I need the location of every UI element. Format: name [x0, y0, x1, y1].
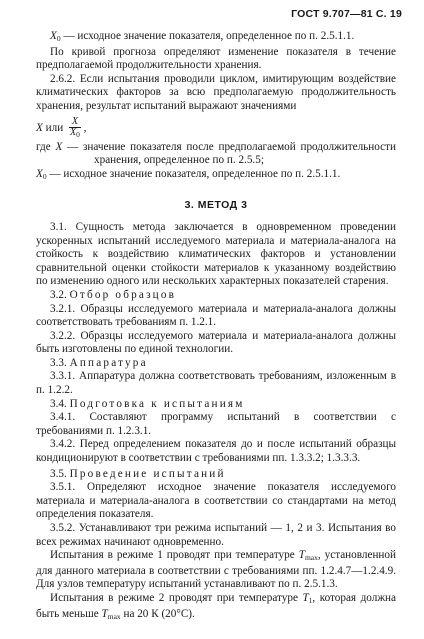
where2-sub: 0	[42, 171, 47, 181]
where-symbol: X	[55, 140, 63, 153]
symbol-x: X	[50, 30, 57, 42]
paragraph-3-2-2: 3.2.2. Образцы исследуемого материала и материала-аналога должны быть изготовлены по единой технологии.	[36, 329, 396, 356]
heading-3-4-title: Подготовка к испытаниям	[69, 397, 245, 410]
paragraph-3-2-1: 3.2.1. Образцы исследуемого материала и материала-аналога должны соответствовать требованиям п. 1.2.1.	[36, 302, 396, 329]
fraction-den-symbol: X	[70, 126, 77, 138]
where2-text: — исходное значение показателя, определенное по п. 2.5.1.1.	[46, 167, 341, 180]
paragraph-2-6-2: 2.6.2. Если испытания проводили циклом, имитирующим воздействие климатических факторов за всю предполагаемую продолжительность хранения, результат испытаний выражают значениями	[36, 72, 396, 112]
where-lead: где	[36, 140, 56, 153]
document-body	[36, 30, 396, 623]
fraction-denominator	[69, 128, 81, 140]
formula	[36, 117, 396, 140]
paragraph-3-4-1: 3.4.1. Составляют программу испытаний в соответствии с требованиями п. 1.2.3.1.	[36, 411, 396, 437]
mode2-symbol-1: T	[302, 591, 309, 604]
mode2-symbol-2: T	[101, 607, 108, 620]
paragraph-3-4-2: 3.4.2. Перед определением показателя до и после испытаний образцы кондиционируют в соответствии с требованиями пп. 1.3.3.2; 1.3.3.3.	[36, 438, 396, 465]
formula-or: или	[42, 121, 66, 134]
heading-3-4	[36, 398, 396, 412]
where-text: — значение показателя после предполагаемой продолжительности хранения, определенное по п. 2.5.5;	[62, 140, 396, 167]
heading-3-5-title: Проведение испытаний	[69, 467, 226, 480]
paragraph-3-5-1: 3.5.1. Определяют исходное значение показателя исследуемого материала и материала-аналога в соответствии со стандартами на метод определения показателя.	[36, 481, 396, 521]
heading-3-2-title: Отбор образцов	[69, 288, 177, 301]
mode1-text-b: , установленной для данного материала в соответствии с требованиями пп. 1.2.4.7—1.2.4.9. Для узлов температуру испытаний устанавливают по п. 2.5.1.3.	[36, 549, 397, 591]
formula-fraction	[69, 117, 81, 140]
mode2-sub-1: 1	[308, 595, 313, 605]
mode2-text-a: Испытания в режиме 2 проводят при температуре	[50, 591, 303, 604]
paragraph-3-5-2: 3.5.2. Устанавливают три режима испытаний — 1, 2 и 3. Испытания во всех режимах начинают одновременно.	[36, 522, 396, 548]
where-x-definition	[36, 141, 396, 168]
heading-3-3	[36, 357, 396, 371]
formula-x: X	[36, 121, 43, 134]
mode2-text-b: , которая должна быть меньше	[36, 591, 396, 620]
heading-3-4-num: 3.4.	[50, 397, 70, 410]
paragraph-forecast: По кривой прогноза определяют изменение показателя в течение предполагаемой продолжительности хранения.	[36, 45, 396, 72]
fraction-numerator: X	[69, 117, 81, 128]
heading-3-2	[36, 289, 396, 303]
mode1-sub: max	[304, 553, 318, 563]
mode1-symbol: T	[298, 549, 305, 562]
paragraph-mode-2	[36, 592, 396, 623]
fraction-den-sub: 0	[76, 129, 80, 139]
paragraph-3-1: 3.1. Сущность метода заключается в одновременном проведении ускоренных испытаний исследуемого материала и материала-аналога на стойкость к воздействию климатических факторов и установлении сравнительной оценки стойкости материалов к указанному воздействию по изменению одного или нескольких характерных показателей старения.	[36, 220, 396, 288]
heading-3-3-num: 3.3.	[50, 356, 70, 369]
heading-3-2-num: 3.2.	[50, 288, 70, 301]
formula-tail: ,	[80, 121, 87, 134]
mode1-text-a: Испытания в режиме 1 проводят при температуре	[50, 549, 299, 562]
page-header: ГОСТ 9.707—81 С. 19	[291, 8, 402, 20]
paragraph-3-3-1: 3.3.1. Аппаратура должна соответствовать требованиям, изложенным в п. 1.2.2.	[36, 370, 396, 397]
mode2-sub-2: max	[107, 611, 121, 621]
x0-definition-text: — исходное значение показателя, определенное по п. 2.5.1.1.	[60, 30, 355, 42]
paragraph-mode-1	[36, 549, 396, 592]
x0-definition	[36, 30, 396, 46]
mode2-text-c: на 20 К (20°С).	[120, 607, 195, 620]
where2-symbol: X	[36, 167, 43, 180]
heading-3-3-title: Аппаратура	[69, 356, 148, 369]
where-x0-definition	[36, 168, 396, 184]
heading-3-5	[36, 468, 396, 482]
section-title: 3. МЕТОД 3	[184, 199, 248, 212]
symbol-sub: 0	[56, 34, 61, 43]
heading-3-5-num: 3.5.	[50, 467, 70, 480]
